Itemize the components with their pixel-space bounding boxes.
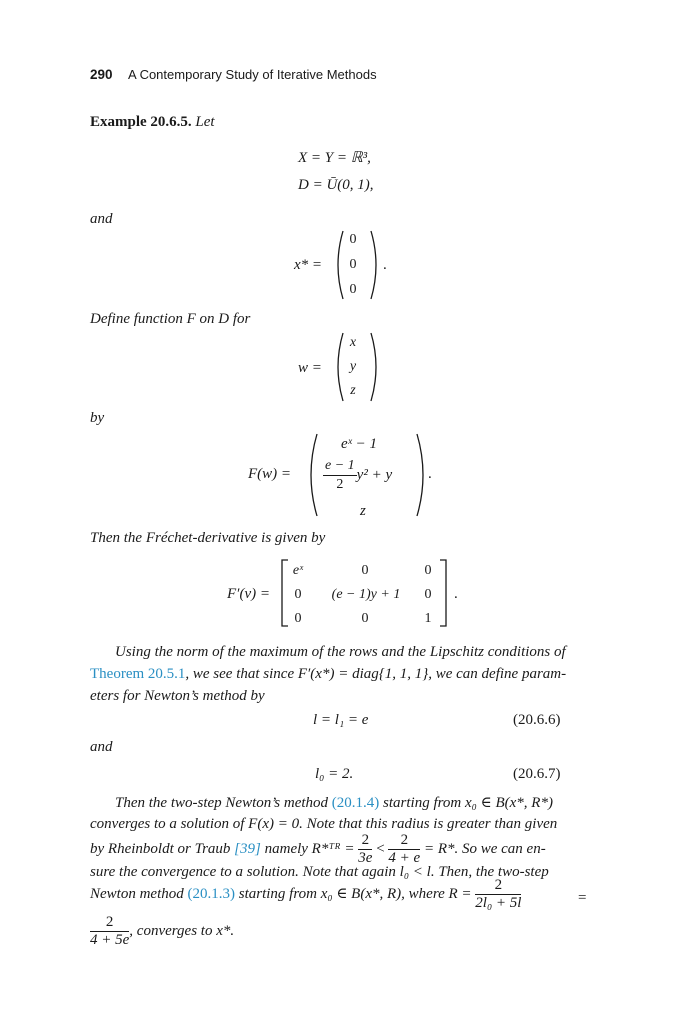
and-word-2: and — [90, 739, 113, 755]
para2-last-line — [90, 915, 234, 948]
para2-line1 — [115, 796, 553, 811]
para2-line3 — [90, 833, 546, 866]
Fprime-r3c2: 0 — [361, 611, 369, 626]
w-entry-y: y — [349, 359, 357, 374]
equation-link-20-1-3[interactable]: (20.1.3) — [187, 886, 235, 902]
Fprime-r1c2: 0 — [361, 563, 369, 578]
running-header-title: A Contemporary Study of Iterative Methods — [128, 67, 377, 82]
Fprime-r2c3: 0 — [424, 587, 432, 602]
F-period: . — [428, 466, 432, 482]
frechet-derivative-text: Then the Fréchet-derivative is given by — [90, 530, 326, 546]
by-word: by — [90, 410, 105, 426]
frac3-den: 2l₀ + 5l — [475, 895, 522, 911]
and-word-1: and — [90, 211, 113, 227]
w-lhs: w = — [298, 360, 322, 376]
fraction-2-over-3e — [358, 833, 372, 866]
F-row-2-rest: y² + y — [356, 466, 393, 483]
example-heading-line — [90, 115, 215, 130]
F-row-2 — [323, 458, 392, 493]
para2-line3-c: = R*. So we can en- — [423, 841, 546, 857]
Fprime-r3c1: 0 — [294, 611, 302, 626]
para1-line1: Using the norm of the maximum of the rows and the Lipschitz conditions of — [115, 644, 566, 660]
equation-20-6-7: l₀ = 2. — [315, 766, 354, 782]
equation-number-20-6-7: (20.6.7) — [513, 766, 561, 782]
fraction-2-over-4-plus-5e — [90, 915, 129, 948]
para2-line2: converges to a solution of F(x) = 0. Note that this radius is greater than given — [90, 816, 558, 832]
F-row-3: z — [360, 503, 366, 519]
w-entry-x: x — [349, 335, 357, 350]
equation-link-20-1-4[interactable]: (20.1.4) — [331, 795, 380, 811]
para2-line1-b: starting from x₀ ∈ B(x*, R*) — [383, 795, 553, 811]
Fprime-lhs: F′(v) = — [227, 586, 270, 602]
para2-last-text: , converges to x*. — [129, 923, 235, 939]
frac3-num: 2 — [475, 878, 521, 895]
xstar-entry-1: 0 — [349, 232, 357, 247]
equation-xy: X = Y = ℝ³, — [298, 150, 371, 166]
equation-number-20-6-6: (20.6.6) — [513, 712, 561, 728]
xstar-lhs: x* = — [294, 257, 323, 273]
para2-line5-b: starting from x₀ ∈ B(x*, R), where R = — [238, 886, 472, 902]
para1-line2 — [90, 667, 566, 682]
frac2-num: 2 — [388, 833, 420, 850]
fraction-R — [475, 878, 521, 911]
para1-line2-rest: , we see that since F′(x*) = diag{1, 1, 1}, we can define param- — [185, 666, 567, 682]
para2-line5-a: Newton method — [90, 886, 184, 902]
Fprime-r1c3: 0 — [424, 563, 432, 578]
xstar-entry-2: 0 — [349, 257, 357, 272]
F-lhs: F(w) = — [248, 466, 292, 482]
para2-line3-b: namely R*ᵀᴿ = — [264, 841, 355, 857]
example-heading: Example 20.6.5. — [90, 114, 192, 130]
para2-line1-a: Then the two-step Newton’s method — [115, 795, 329, 811]
frac2-den: 4 + e — [388, 850, 421, 866]
frac1-den: 3e — [358, 850, 373, 866]
F-row-2-num: e − 1 — [323, 458, 357, 476]
equals-tail: = — [578, 890, 587, 906]
equation-d: D = Ū(0, 1), — [298, 177, 374, 193]
frac4-den: 4 + 5e — [90, 932, 130, 948]
xstar-entry-3: 0 — [349, 282, 357, 297]
Fprime-period: . — [454, 586, 458, 602]
para2-line4: sure the convergence to a solution. Note that again l₀ < l. Then, the two-step — [90, 864, 549, 880]
frac4-num: 2 — [90, 915, 129, 932]
define-function-text: Define function F on D for — [90, 311, 251, 327]
F-row-1: eˣ − 1 — [341, 436, 378, 452]
Fprime-r2c1: 0 — [294, 587, 302, 602]
frac1-num: 2 — [358, 833, 372, 850]
page-number: 290 — [90, 67, 113, 82]
F-row-2-fraction — [323, 458, 357, 493]
xstar-period: . — [383, 257, 387, 273]
theorem-link[interactable]: Theorem 20.5.1 — [90, 666, 186, 682]
Fprime-r3c3: 1 — [424, 611, 432, 626]
less-than: < — [376, 841, 385, 857]
w-entry-z: z — [350, 383, 356, 398]
equation-20-6-6: l = l₁ = e — [313, 712, 369, 728]
Fprime-r1c1: eˣ — [292, 563, 304, 578]
para1-line3: eters for Newton’s method by — [90, 688, 265, 704]
reference-link-39[interactable]: [39] — [234, 841, 261, 857]
fraction-2-over-4-plus-e — [388, 833, 420, 866]
para2-line5 — [90, 878, 521, 911]
let-word: Let — [195, 114, 215, 130]
F-row-2-den: 2 — [336, 477, 344, 492]
Fprime-r2c2: (e − 1)y + 1 — [331, 587, 401, 602]
para2-line3-a: by Rheinboldt or Traub — [90, 841, 231, 857]
